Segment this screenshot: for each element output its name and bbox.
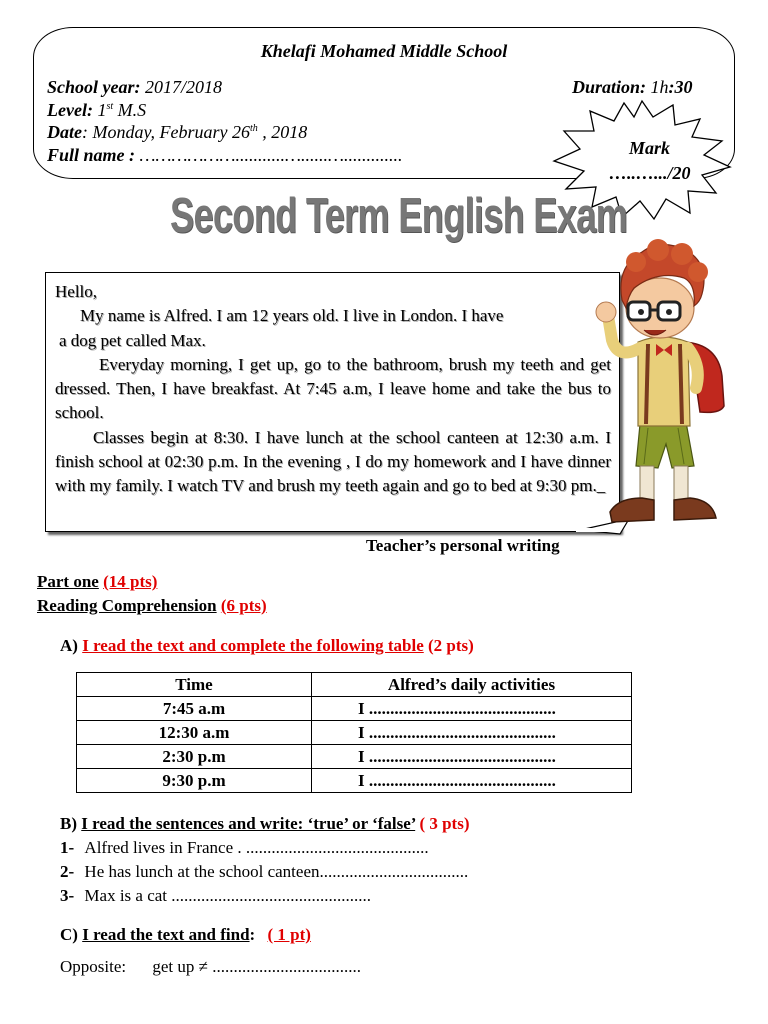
- table-cell-time: 12:30 a.m: [77, 721, 312, 745]
- duration-value-minutes: :30: [668, 77, 693, 97]
- mark-label: Mark: [629, 138, 671, 158]
- passage-paragraph-2: Everyday morning, I get up, go to the bathroom, brush my teeth and get dressed. Then, I have breakfast. At 7:45 a.m, I leave home and take the bus to school.: [55, 354, 611, 423]
- opposite-label: Opposite:: [60, 957, 127, 976]
- table-cell-answer[interactable]: I ............................................: [312, 697, 632, 721]
- reading-comprehension-heading: [37, 596, 267, 616]
- boy-illustration: [588, 236, 738, 542]
- section-a-points: (2 pts): [428, 636, 474, 655]
- mark-value[interactable]: …..….../20: [609, 163, 691, 183]
- passage-paragraph-1b: a dog pet called Max.: [59, 330, 206, 350]
- item-number: 1-: [60, 838, 75, 857]
- list-item[interactable]: [60, 838, 429, 858]
- section-c-heading: [60, 925, 311, 945]
- passage-greeting: Hello,: [55, 282, 98, 301]
- table-header-row: [77, 673, 632, 697]
- passage-paragraph-3: Classes begin at 8:30. I have lunch at the school canteen at 12:30 a.m. I finish school at 02:30 p.m. In the evening , I do my homework and I have dinner with my family. I watch TV and brush my teeth again and go to bed at 9:30 pm._: [55, 427, 611, 496]
- table-cell-answer[interactable]: I ............................................: [312, 745, 632, 769]
- level-num: 1: [97, 100, 107, 120]
- activities-table: [76, 672, 632, 793]
- item-text: Alfred lives in France . ...........................................: [84, 838, 429, 857]
- table-cell-time: 7:45 a.m: [77, 697, 312, 721]
- level-rest: M.S: [113, 100, 147, 120]
- section-b-letter: B): [60, 814, 77, 833]
- date-year: , 2018: [257, 122, 308, 142]
- school-year-value: 2017/2018: [145, 77, 223, 97]
- part-one-heading: [37, 572, 157, 592]
- school-year-label: School year:: [47, 77, 141, 97]
- list-item[interactable]: [60, 862, 468, 882]
- section-b-points: ( 3 pts): [419, 814, 470, 833]
- list-item[interactable]: [60, 886, 371, 906]
- section-b-heading: [60, 814, 470, 834]
- table-header-activities: Alfred’s daily activities: [312, 673, 632, 697]
- section-a-heading: [60, 636, 474, 656]
- section-a-instruction: I read the text and complete the following table: [82, 636, 424, 655]
- section-c-instruction: I read the text and find: [82, 925, 250, 944]
- level-line: [47, 100, 146, 121]
- fullname-line: [47, 145, 403, 166]
- level-sup: st: [106, 101, 114, 112]
- table-cell-time: 2:30 p.m: [77, 745, 312, 769]
- date-label: Date: [47, 122, 82, 142]
- section-a-letter: A): [60, 636, 78, 655]
- school-name: Khelafi Mohamed Middle School: [260, 41, 508, 61]
- date-sup: th: [249, 123, 258, 134]
- date-line: [47, 122, 307, 143]
- passage-caption: Teacher’s personal writing: [366, 536, 560, 555]
- exam-title: Second Term English Exam: [170, 189, 628, 243]
- section-b-instruction: I read the sentences and write: ‘true’ or ‘false’: [81, 814, 416, 833]
- date-text: : Monday, February 26: [82, 122, 250, 142]
- table-row: [77, 721, 632, 745]
- section-c-points: ( 1 pt): [267, 925, 311, 944]
- opposite-word: get up ≠ ...................................: [152, 957, 361, 976]
- duration-line: [572, 77, 693, 98]
- fullname-label: Full name :: [47, 145, 136, 165]
- table-cell-answer[interactable]: I ............................................: [312, 769, 632, 793]
- reading-comprehension-points: (6 pts): [220, 596, 267, 615]
- item-number: 3-: [60, 886, 75, 905]
- item-text: He has lunch at the school canteen...................................: [84, 862, 469, 881]
- duration-value-hours: 1h: [650, 77, 669, 97]
- opposite-line[interactable]: [60, 957, 361, 977]
- duration-label: Duration:: [572, 77, 647, 97]
- reading-passage: [55, 280, 611, 499]
- fullname-field[interactable]: ………………...........…......….............: [139, 145, 403, 165]
- table-row: [77, 697, 632, 721]
- item-number: 2-: [60, 862, 75, 881]
- table-row: [77, 745, 632, 769]
- part-one-label: Part one: [37, 572, 99, 591]
- table-cell-time: 9:30 p.m: [77, 769, 312, 793]
- section-c-colon: :: [249, 925, 256, 944]
- table-header-time: Time: [77, 673, 312, 697]
- table-row: [77, 769, 632, 793]
- reading-comprehension-label: Reading Comprehension: [37, 596, 217, 615]
- section-c-letter: C): [60, 925, 78, 944]
- passage-paragraph-1: My name is Alfred. I am 12 years old. I live in London. I have: [80, 306, 504, 326]
- school-year-line: [47, 77, 222, 98]
- item-text: Max is a cat ...............................................: [84, 886, 372, 905]
- table-cell-answer[interactable]: I ............................................: [312, 721, 632, 745]
- part-one-points: (14 pts): [103, 572, 158, 591]
- level-label: Level:: [47, 100, 93, 120]
